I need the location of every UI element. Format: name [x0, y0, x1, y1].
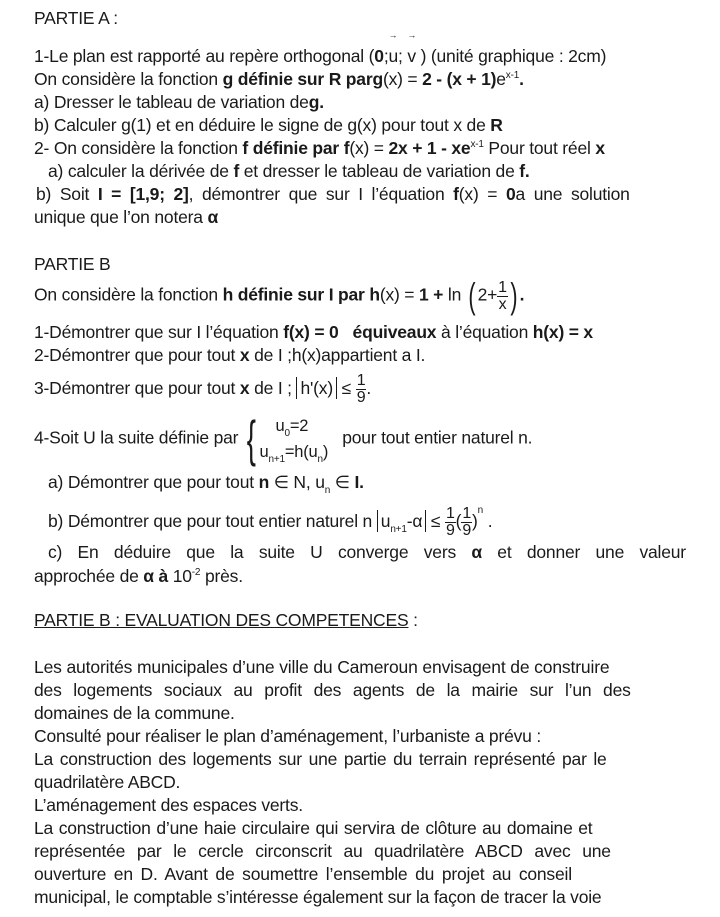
partie-b-q4b-line: b) Démontrer que pour tout entier naturel n $u_{n+1}-\alpha$ ≤ $\frac{1}{9}$ ( $\frac{1}{9}$ )$^n$ .	[48, 505, 493, 539]
partie-b-title: PARTIE B	[34, 254, 111, 274]
absolute-value: $u_{n+1}-\alpha$	[377, 510, 426, 532]
para5-line-3: ouverture en D. Avant de soumettre l’ensemble du projet au conseil	[34, 864, 572, 884]
partie-a-title: PARTIE A :	[34, 8, 118, 28]
q2a-line: a) calculer la dérivée de f et dresser le tableau de variation de f.	[48, 161, 530, 181]
para5-line-4: municipal, le comptable s’intéresse également sur la façon de tracer la voie	[34, 887, 602, 907]
q1a-line: a) Dresser le tableau de variation deg.	[34, 92, 324, 112]
q1-repere-line: 1-Le plan est rapporté au repère orthogonal (0;→ u; → v ) (unité graphique : 2cm)	[34, 46, 606, 67]
sequence-definition: $u_0=2$ $u_{n+1}=h(u_n)$	[259, 417, 329, 465]
h-definition-line: On considère la fonction h définie sur I par h(x) = 1 + ln ( 2+ $\frac{1}{x}$ ) .	[34, 275, 525, 316]
absolute-value: h'(x)	[296, 377, 336, 399]
para3-line-2: quadrilatère ABCD.	[34, 772, 181, 792]
partie-b-q4a-line: a) Démontrer que pour tout n ∈ N, $u_n$ ∈ I.	[48, 472, 364, 496]
para1-line-2: des logements sociaux au profit des agents de la mairie sur l’un des	[34, 680, 631, 700]
q2b-line: b) Soit I = [1,9; 2], démontrer que sur I l’équation f(x) = 0a une solution	[36, 184, 630, 204]
para5-line-1: La construction d’une haie circulaire qui servira de clôture au domaine et	[34, 818, 593, 838]
q2b-line-2: unique que l’on notera α	[34, 207, 219, 227]
evaluation-title: PARTIE B : EVALUATION DES COMPETENCES :	[34, 610, 418, 630]
system-brace: {	[246, 411, 256, 467]
partie-b-q4c-line-1: c) En déduire que la suite U converge vers α et donner une valeur	[48, 542, 686, 562]
para5-line-2: représentée par le cercle circonscrit au quadrilatère ABCD avec une	[34, 841, 611, 861]
partie-b-q4c-line-2: approchée de α à $10^{-2}$ près.	[34, 566, 243, 586]
fraction-1-over-9: $\frac{1}{9}$	[462, 505, 472, 539]
partie-b-q4-line: 4-Soit U la suite définie par { $u_0=2$ $u_{n+1}=h(u_n)$ pour tout entier naturel n.	[34, 411, 533, 467]
para2-line: Consulté pour réaliser le plan d’aménagement, l’urbaniste a prévu :	[34, 726, 542, 746]
para3-line-1: La construction des logements sur une partie du terrain représenté par le	[34, 749, 607, 769]
partie-b-q2-line: 2-Démontrer que pour tout x de I ;h(x)appartient a I.	[34, 345, 426, 365]
vector-u: → u	[388, 46, 398, 67]
partie-b-q1-line: 1-Démontrer que sur I l’équation f(x) = 0 équiveaux à l’équation h(x) = x	[34, 322, 593, 342]
q2-intro-line: 2- On considère la fonction f définie par $f(x) = 2x + 1 - xe^{x-1}$ Pour tout réel x	[34, 138, 605, 158]
q1b-line: b) Calculer g(1) et en déduire le signe de g(x) pour tout x de R	[34, 115, 503, 135]
vector-v: → v	[407, 46, 416, 67]
partie-b-q3-line: 3-Démontrer que pour tout x de I ; h'(x) ≤ $\frac{1}{9}$ .	[34, 372, 372, 406]
fraction-1-over-x: $\frac{1}{x}$	[498, 278, 507, 313]
para4-line: L’aménagement des espaces verts.	[34, 795, 303, 815]
para1-line-1: Les autorités municipales d’une ville du Cameroun envisagent de construire	[34, 657, 610, 677]
fraction-1-over-9: $\frac{1}{9}$	[356, 372, 366, 406]
fraction-1-over-9: $\frac{1}{9}$	[445, 505, 455, 539]
para1-line-3: domaines de la commune.	[34, 703, 235, 723]
g-definition-line: On considère la fonction g définie sur R parg(x) = $2 - (x + 1)e^{x-1}$.	[34, 69, 524, 89]
